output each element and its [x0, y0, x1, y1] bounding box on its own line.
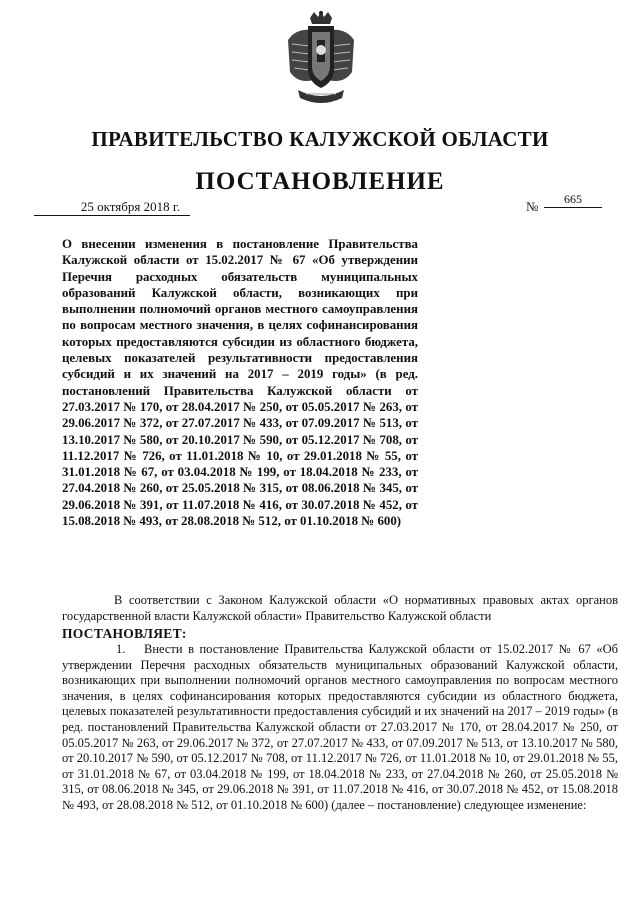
document-subject: О внесении изменения в постановление Правительства Калужской области от 15.02.2017 № 67 «Об утверждении Перечня расходных обязательств муниципальных образований Калужской области, возникающих при выполнении полномочий органов местного самоуправления по вопросам местного значения, в целях софинансирования которых предоставляются субсидии из областного бюджета, целевых показателей результативности предоставления субсидий и их значений на 2017 – 2019 годы» (в ред. постановлений Правительства Калужской области от 27.03.2017 № 170, от 28.04.2017 № 250, от 05.05.2017 № 263, от 29.06.2017 № 372, от 27.07.2017 № 433, от 07.09.2017 № 513, от 13.10.2017 № 580, от 20.10.2017 № 590, от 05.12.2017 № 708, от 11.12.2017 № 726, от 11.01.2018 № 10, от 29.01.2018 № 55, от 31.01.2018 № 67, от 03.04.2018 № 199, от 18.04.2018 № 233, от 27.04.2018 № 260, от 25.05.2018 № 315, от 08.06.2018 № 345, от 29.06.2018 № 391, от 11.07.2018 № 416, от 30.07.2018 № 452, от 15.08.2018 № 493, от 28.08.2018 № 512, от 01.10.2018 № 600) — [62, 237, 418, 529]
item-1-number: 1. — [116, 642, 126, 656]
item-1-text: Внести в постановление Правительства Калужской области от 15.02.2017 № 67 «Об утверждении Перечня расходных обязательств муниципальных образований Калужской области, возникающих при выполнении полномочий органов местного самоуправления по вопросам местного значения, в целях софинансирования которых предоставляются субсидии из областного бюджета, целевых показателей результативности предоставления субсидий и их значений на 2017 – 2019 годы» (в ред. постановлений Правительства Калужской области от 27.03.2017 № 170, от 28.04.2017 № 250, от 05.05.2017 № 263, от 29.06.2017 № 372, от 27.07.2017 № 433, от 07.09.2017 № 513, от 13.10.2017 № 580, от 20.10.2017 № 590, от 05.12.2017 № 708, от 11.12.2017 № 726, от 11.01.2018 № 10, от 29.01.2018 № 55, от 31.01.2018 № 67, от 03.04.2018 № 199, от 18.04.2018 № 233, от 27.04.2018 № 260, от 25.05.2018 № 315, от 08.06.2018 № 345, от 29.06.2018 № 391, от 11.07.2018 № 416, от 30.07.2018 № 452, от 15.08.2018 № 493, от 28.08.2018 № 512, от 01.10.2018 № 600) (далее – постановление) следующее изменение: — [62, 642, 618, 812]
document-type: ПОСТАНОВЛЕНИЕ — [195, 168, 445, 195]
item-1-paragraph — [62, 642, 618, 814]
number-label: № — [526, 199, 539, 214]
government-name: ПРАВИТЕЛЬСТВО КАЛУЖСКОЙ ОБЛАСТИ — [91, 127, 549, 151]
coat-of-arms-icon — [284, 10, 358, 110]
decree-word: ПОСТАНОВЛЯЕТ: — [62, 626, 187, 641]
document-number: 665 — [544, 193, 602, 208]
preamble-paragraph: В соответствии с Законом Калужской области «О нормативных правовых актах органов государственной власти Калужской области» Правительство Калужской области — [62, 593, 618, 623]
document-date: 25 октября 2018 г. — [34, 199, 190, 216]
